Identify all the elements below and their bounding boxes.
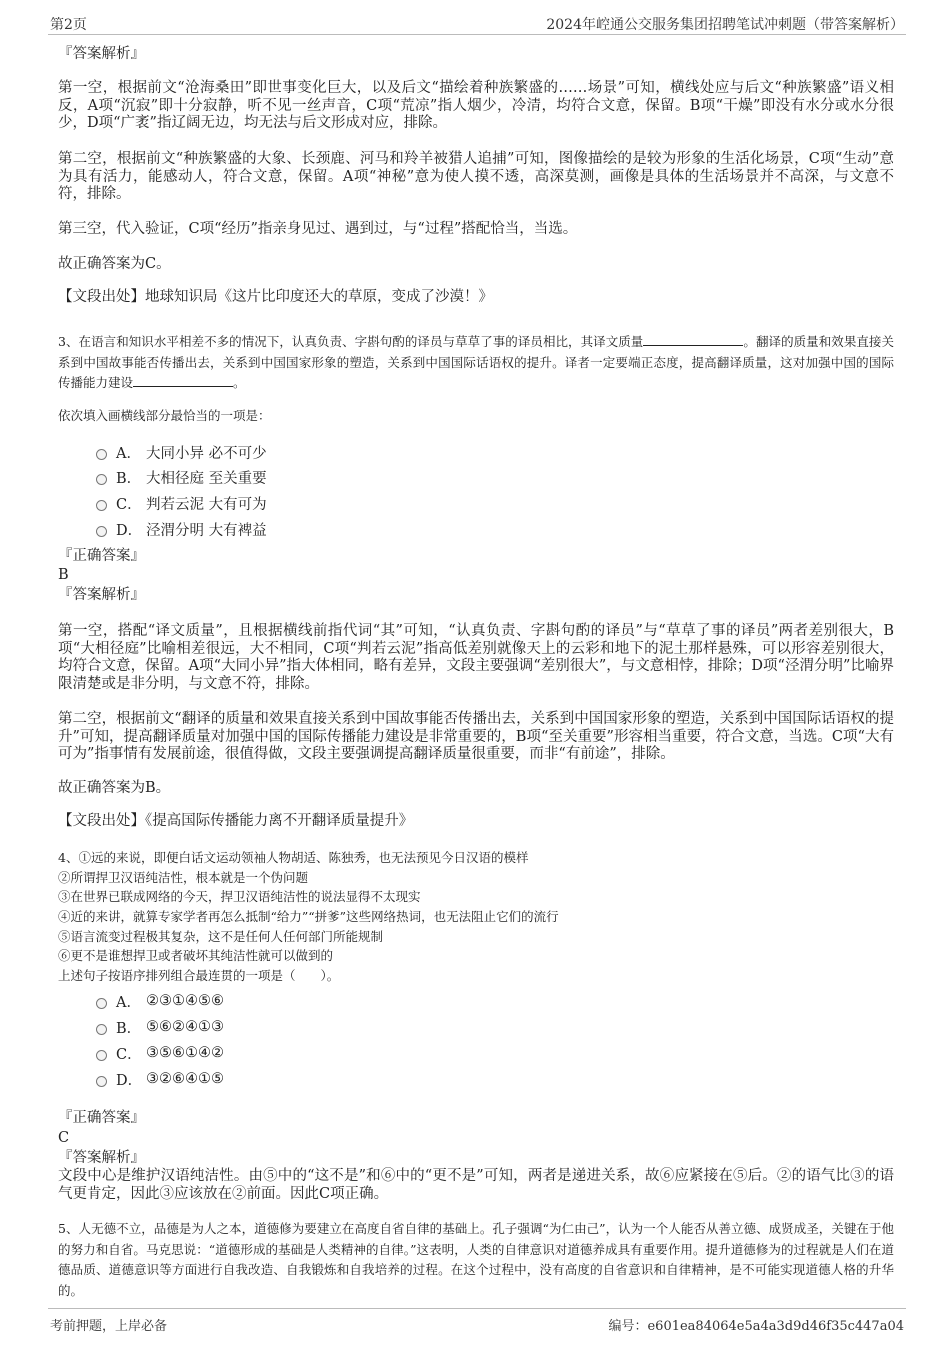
radio-button[interactable] (96, 526, 107, 537)
option-letter: B． (116, 470, 142, 487)
q3-option-b[interactable] (96, 467, 267, 487)
q3-stem (58, 332, 894, 394)
footer-slogan: 考前押题，上岸必备 (50, 1319, 168, 1334)
q2-analysis-p3: 第三空，代入验证，C项“经历”指亲身见过、遇到过，与“过程”搭配恰当，当选。 (58, 221, 578, 237)
radio-button[interactable] (96, 449, 107, 460)
q4-option-d[interactable] (96, 1069, 224, 1089)
q3-analysis-p1: 第一空，搭配“译文质量”，且根据横线前指代词“其”可知，“认真负责、字斟句酌的译员”与“草草了事的译员”两者差别很大，B项“大相径庭”比喻相差很远，大不相同，C项“判若云泥”指高低差别就像天上的云彩和地下的泥土那样悬殊，可以形容差别很大，均符合文意，保留。A项“大同小异”指大体相同，略有差异，文段主要强调“差别很大”，与文意相悖，排除；D项“泾渭分明”比喻界限清楚或是非分明，与文意不符，排除。 (58, 623, 894, 692)
q4-prompt: 上述句子按语序排列组合最连贯的一项是（ ）。 (58, 968, 340, 983)
q3-analysis-p2: 第二空，根据前文“翻译的质量和效果直接关系到中国故事能否传播出去，关系到中国国家形象的塑造，关系到中国国际话语权的提升”可知，提高翻译质量对加强中国的国际传播能力建设是非常重要的，B项“至关重要”形容相当重要，符合文意，当选。C项“大有可为”指事情有发展前途，很值得做，文段主要强调提高翻译质量很重要，而非“有前途”，排除。 (58, 711, 894, 763)
q3-answer-label: 『正确答案』 (58, 548, 145, 564)
q4-answer: C (58, 1130, 70, 1146)
q3-option-c[interactable] (96, 493, 267, 513)
q3-conclusion: 故正确答案为B。 (58, 780, 171, 796)
q4-answer-label: 『正确答案』 (58, 1110, 145, 1126)
option-text: ②③①④⑤⑥ (146, 993, 224, 1009)
q4-option-a[interactable] (96, 991, 224, 1011)
q4-analysis: 文段中心是维护汉语纯洁性。由⑤中的“这不是”和⑥中的“更不是”可知，两者是递进关系，故⑥应紧接在⑤后。②的语气比③的语气更肯定，因此③应该放在②前面。因此C项正确。 (58, 1168, 894, 1202)
option-text: ⑤⑥②④①③ (146, 1019, 224, 1035)
option-letter: C． (116, 1046, 142, 1063)
q2-source: 【文段出处】地球知识局《这片比印度还大的草原，变成了沙漠！》 (58, 289, 493, 305)
option-letter: B． (116, 1020, 142, 1037)
q3-stem-part3: 。 (233, 375, 246, 390)
option-text: ③②⑥④①⑤ (146, 1071, 224, 1087)
q5-stem: 5、人无德不立，品德是为人之本，道德修为要建立在高度自省自律的基础上。孔子强调“为仁由己”，认为一个人能否从善立德、成贤成圣，关键在于他的努力和自省。马克思说：“道德形成的基础是人类精神的自律。”这表明，人类的自律意识对道德养成具有重要作用。提升道德修为的过程就是人们在道德品质、道德意识等方面进行自我改造、自我锻炼和自我培养的过程。在这个过程中，没有高度的自省意识和自律精神，是不可能实现道德人格的升华的。 (58, 1221, 894, 1298)
q4-option-b[interactable] (96, 1017, 224, 1037)
option-text: ③⑤⑥①④② (146, 1045, 224, 1061)
q4-sentence-4: ④近的来讲，就算专家学者再怎么抵制“给力”“拼爹”这些网络热词，也无法阻止它们的流行 (58, 909, 559, 924)
q4-sentence-2: ②所谓捍卫汉语纯洁性，根本就是一个伪问题 (58, 870, 309, 885)
q3-blank-2 (133, 374, 233, 387)
q4-sentence-6: ⑥更不是谁想捍卫或者破坏其纯洁性就可以做到的 (58, 948, 334, 963)
q3-blank-1 (643, 333, 743, 346)
q4-sentence-5: ⑤语言流变过程极其复杂，这不是任何人任何部门所能规制 (58, 929, 384, 944)
option-letter: D． (116, 522, 143, 539)
q2-analysis-p1: 第一空，根据前文“沧海桑田”即世事变化巨大，以及后文“描绘着种族繁盛的……场景”可知，横线处应与后文“种族繁盛”语义相反，A项“沉寂”即十分寂静，听不见一丝声音，C项“荒凉”指人烟少，冷清，均符合文意，保留。B项“干燥”即没有水分或水分很少，D项“广袤”指辽阔无边，均无法与后文形成对应，排除。 (58, 80, 894, 132)
option-letter: C． (116, 496, 142, 513)
radio-button[interactable] (96, 998, 107, 1009)
q3-source: 【文段出处】《提高国际传播能力离不开翻译质量提升》 (58, 813, 414, 829)
page-header (48, 12, 906, 35)
q3-stem-part2: 。翻译的质量和效果直接关系到中国故事能否传播出去，关系到中国国家形象的塑造，关系到中国国际话语权的提升。译者一定要端正态度，提高翻译质量，这对加强中国的国际传播能力建设 (58, 334, 894, 390)
option-letter: A． (116, 445, 141, 462)
radio-button[interactable] (96, 1076, 107, 1087)
option-letter: A． (116, 994, 141, 1011)
option-text: 判若云泥 大有可为 (146, 496, 267, 513)
page-footer (48, 1308, 906, 1335)
q4-sentence-3: ③在世界已联成网络的今天，捍卫汉语纯洁性的说法显得不太现实 (58, 889, 421, 904)
radio-button[interactable] (96, 1024, 107, 1035)
q3-prompt: 依次填入画横线部分最恰当的一项是： (58, 408, 271, 423)
q3-answer: B (58, 567, 69, 583)
option-letter: D． (116, 1072, 143, 1089)
q2-conclusion: 故正确答案为C。 (58, 256, 171, 272)
document-id: 编号：e601ea84064e5a4a3d9d46f35c447a04 (608, 1319, 904, 1334)
q3-analysis-label: 『答案解析』 (58, 587, 145, 603)
q3-option-a[interactable] (96, 442, 267, 462)
radio-button[interactable] (96, 500, 107, 511)
q4-sentence-1: 4、①远的来说，即便白话文运动领袖人物胡适、陈独秀，也无法预见今日汉语的模样 (58, 850, 529, 865)
q4-option-c[interactable] (96, 1043, 224, 1063)
radio-button[interactable] (96, 1050, 107, 1061)
option-text: 泾渭分明 大有裨益 (146, 522, 267, 539)
q2-analysis-p2: 第二空，根据前文“种族繁盛的大象、长颈鹿、河马和羚羊被猎人追捕”可知，图像描绘的是较为形象的生活化场景，C项“生动”意为具有活力，能感动人，符合文意，保留。A项“神秘”意为使人摸不透，高深莫测，画像是具体的生活场景并不高深，与文意不符，排除。 (58, 151, 894, 203)
q3-stem-part1: 3、在语言和知识水平相差不多的情况下，认真负责、字斟句酌的译员与草草了事的译员相比，其译文质量 (58, 334, 644, 349)
option-text: 大相径庭 至关重要 (146, 470, 267, 487)
document-title: 2024年崆通公交服务集团招聘笔试冲刺题（带答案解析） (546, 17, 904, 33)
radio-button[interactable] (96, 474, 107, 485)
page-number: 第2页 (50, 17, 87, 33)
q4-analysis-label: 『答案解析』 (58, 1150, 145, 1166)
q2-analysis-label: 『答案解析』 (58, 46, 145, 62)
option-text: 大同小异 必不可少 (146, 445, 267, 462)
q3-option-d[interactable] (96, 519, 267, 539)
